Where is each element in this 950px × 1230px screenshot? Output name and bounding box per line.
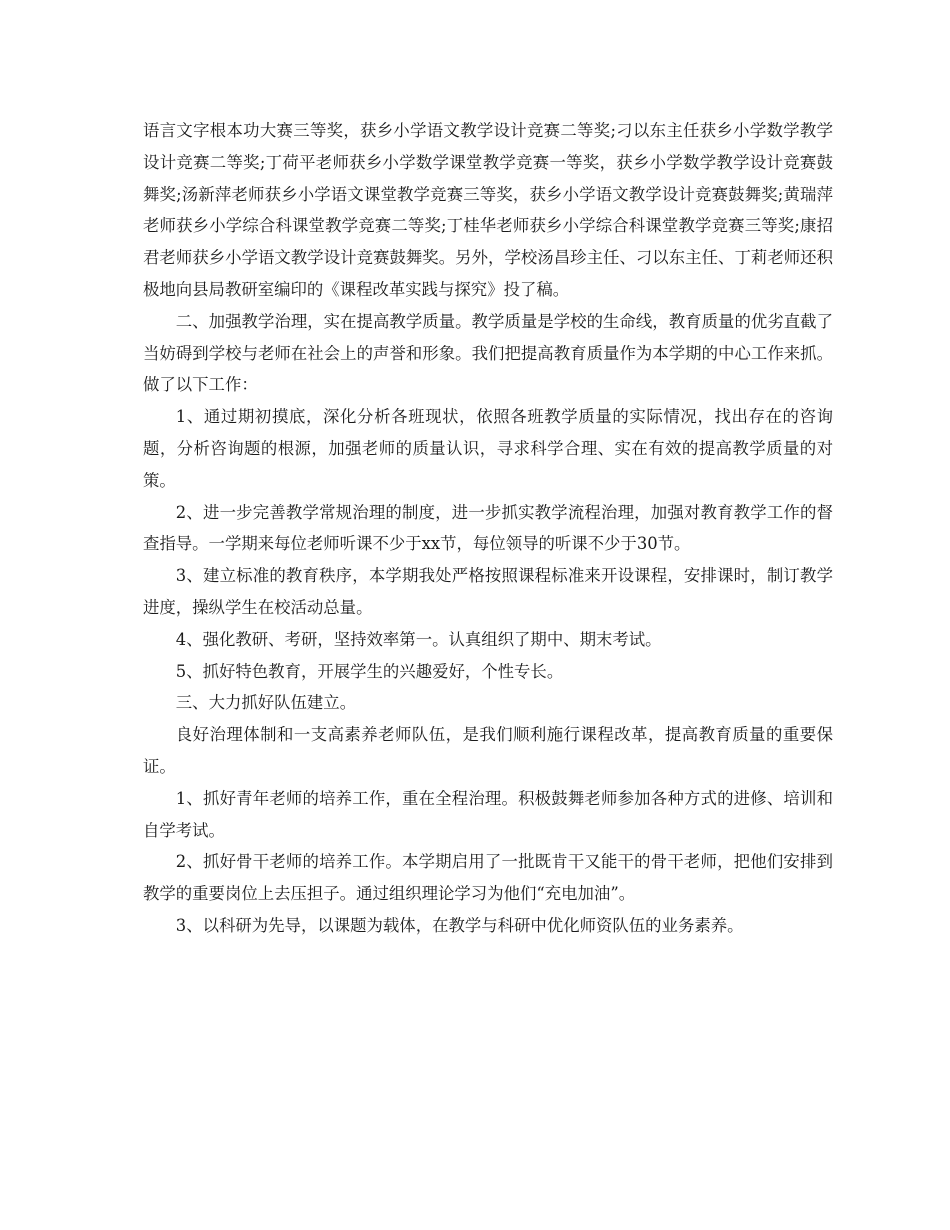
paragraph-teacher-item-2: 2、抓好骨干老师的培养工作。本学期启用了一批既肯干又能干的骨干老师，把他们安排到教学的重要岗位上去压担子。通过组织理论学习为他们“充电加油”。 (143, 852, 833, 904)
paragraph-section-two-heading: 二、加强教学治理，实在提高教学质量。教学质量是学校的生命线，教育质量的优劣直截了当妨碍到学校与老师在社会上的声誉和形象。我们把提高教育质量作为本学期的中心工作来抓。做了以下工作： (143, 311, 833, 395)
paragraph-teacher-item-3: 3、以科研为先导，以课题为载体，在教学与科研中优化师资队伍的业务素养。 (175, 915, 744, 935)
paragraph-section-three-intro: 良好治理体制和一支高素养老师队伍，是我们顺利施行课程改革，提高教育质量的重要保证。 (143, 725, 833, 776)
paragraph-item-4: 4、强化教研、考研，坚持效率第一。认真组织了期中、期末考试。 (175, 629, 662, 649)
paragraph-item-1: 1、通过期初摸底，深化分析各班现状，依照各班教学质量的实际情况，找出存在的咨询题，分析咨询题的根源，加强老师的质量认识，寻求科学合理、实在有效的提高教学质量的对策。 (143, 407, 833, 490)
paragraph-item-3: 3、建立标准的教育秩序，本学期我处严格按照课程标准来开设课程，安排课时，制订教学进度，操纵学生在校活动总量。 (143, 566, 833, 617)
paragraph-item-5: 5、抓好特色教育，开展学生的兴趣爱好，个性专长。 (175, 661, 564, 681)
paragraph-section-three-heading: 三、大力抓好队伍建立。 (175, 693, 357, 713)
paragraph-awards-continued: 语言文字根本功大赛三等奖，获乡小学语文教学设计竞赛二等奖;刁以东主任获乡小学数学教学设计竞赛二等奖;丁荷平老师获乡小学数学课堂教学竞赛一等奖，获乡小学数学教学设计竞赛鼓舞奖;汤新萍老师获乡小学语文课堂教学竞赛三等奖，获乡小学语文教学设计竞赛鼓舞奖;黄瑞萍老师获乡小学综合科课堂教学竞赛二等奖;丁桂华老师获乡小学综合科课堂教学竞赛三等奖;康招君老师获乡小学语文教学设计竞赛鼓舞奖。另外，学校汤昌珍主任、刁以东主任、丁莉老师还积极地向县局教研室编印的《课程改革实践与探究》投了稿。 (143, 121, 833, 299)
paragraph-item-2: 2、进一步完善教学常规治理的制度，进一步抓实教学流程治理，加强对教育教学工作的督查指导。一学期来每位老师听课不少于xx节，每位领导的听课不少于30节。 (143, 502, 833, 554)
paragraph-teacher-item-1: 1、抓好青年老师的培养工作，重在全程治理。积极鼓舞老师参加各种方式的进修、培训和自学考试。 (143, 788, 833, 840)
document-body (143, 115, 833, 942)
